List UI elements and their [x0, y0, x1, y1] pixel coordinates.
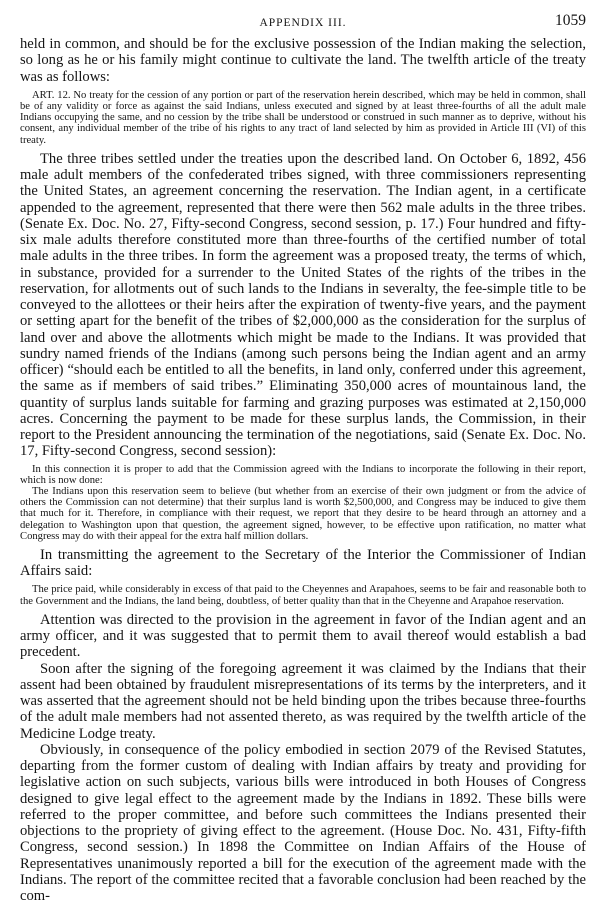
paragraph-attention: Attention was directed to the provision in the agreement in favor of the Indian agent and an army officer, and it was suggested that to permit them to avail thereof would establish a bad precedent. [20, 611, 586, 661]
commission-report-quote-continued: The Indians upon this reservation seem to believe (but whether from an exercise of their own judgment or from the advice of others the Commission can not determine) that their surplus land is worth $2,500,000, and Congress may be induced to give them that much for it. Therefore, in compliance with their request, we report that they desire to be heard through an attorney and a delegation to Washington upon that question, the agreement signed, however, to be effective upon ratification, no matter what Congress may do with their appeal for the extra half million dollars. [20, 485, 586, 542]
page-number: 1059 [555, 12, 586, 29]
paragraph-transmittal: In transmitting the agreement to the Secretary of the Interior the Commissioner of Indian Affairs said: [20, 546, 586, 580]
paragraph-legislation: Obviously, in consequence of the policy embodied in section 2079 of the Revised Statutes, departing from the former custom of dealing with Indian affairs by treaty and providing for legislative action on such subjects, various bills were introduced in both Houses of Congress designed to give legal effect to the agreement made by the Indians in 1892. These bills were referred to the proper committee, and before such committees the Indians presented their objections to the propriety of giving effect to the agreement. (House Doc. No. 431, Fifty-fifth Congress, second session.) In 1898 the Committee on Indian Affairs of the House of Representatives unanimously reported a bill for the execution of the agreement made with the Indians. The report of the committee recited that a favorable conclusion had been reached by the com- [20, 741, 586, 905]
paragraph-fraud-claim: Soon after the signing of the foregoing agreement it was claimed by the Indians that their assent had been obtained by fraudulent misrepresentations of its terms by the interpreters, and it was asserted that the agreement should not be held binding upon the tribes because three-fourths of the adult male members had not assented thereto, as was required by the twelfth article of the Medicine Lodge treaty. [20, 660, 586, 742]
running-header [20, 8, 586, 36]
treaty-article-quote: ART. 12. No treaty for the cession of any portion or part of the reservation herein described, which may be held in common, shall be of any validity or force as against the said Indians, unless executed and signed by at least three-fourths of all the adult male Indians occupying the same, and no cession by the tribe shall be understood or construed in such manner as to deprive, without his consent, any individual member of the tribe of his rights to any tract of land selected by him as provided in Article III (VI) of this treaty. [20, 89, 586, 146]
paragraph-continuation: held in common, and should be for the exclusive possession of the Indian making the selection, so long as he or his family might continue to cultivate the land. The twelfth article of the treaty was as follows: [20, 36, 586, 85]
paragraph-agreement: The three tribes settled under the treaties upon the described land. On October 6, 1892, 456 male adult members of the confederated tribes signed, with three commissioners representing the United States, an agreement concerning the reservation. The Indian agent, in a certificate appended to the agreement, represented that there were then 562 male adults in the three tribes. (Senate Ex. Doc. No. 27, Fifty-second Congress, second session, p. 17.) Four hundred and fifty-six male adults therefore constituted more than three-fourths of the certified number of total male adults in the three tribes. In form the agreement was a proposed treaty, the terms of which, in substance, provided for a surrender to the United States of the rights of the tribes in the reservation, for allotments out of such lands to the Indians in severalty, the fee-simple title to be conveyed to the allottees or their heirs after the expiration of twenty-five years, and the payment or setting apart for the benefit of the tribes of $2,000,000 as the consideration for the surplus of land over and above the allotments which might be made to the Indians. It was provided that sundry named friends of the Indians (among such persons being the Indian agent and an army officer) “should each be entitled to all the benefits, in land only, conferred under this agreement, the same as if members of said tribes.” Eliminating 350,000 acres of mountainous land, the quantity of surplus lands suitable for farming and grazing purposes was estimated at 2,150,000 acres. Concerning the payment to be made for these surplus lands, the Commission, in their report to the President announcing the termination of the negotiations, said (Senate Ex. Doc. No. 17, Fifty-second Congress, second session): [20, 150, 586, 460]
commission-report-quote: In this connection it is proper to add that the Commission agreed with the Indians to incorporate the following in their report, which is now done: [20, 463, 586, 486]
commissioner-quote: The price paid, while considerably in excess of that paid to the Cheyennes and Arapahoes, seems to be fair and reasonable both to the Government and the Indians, the land being, doubtless, of better quality than that in the Cheyenne and Arapahoe reservation. [20, 584, 586, 607]
running-title: APPENDIX III. [259, 17, 347, 29]
